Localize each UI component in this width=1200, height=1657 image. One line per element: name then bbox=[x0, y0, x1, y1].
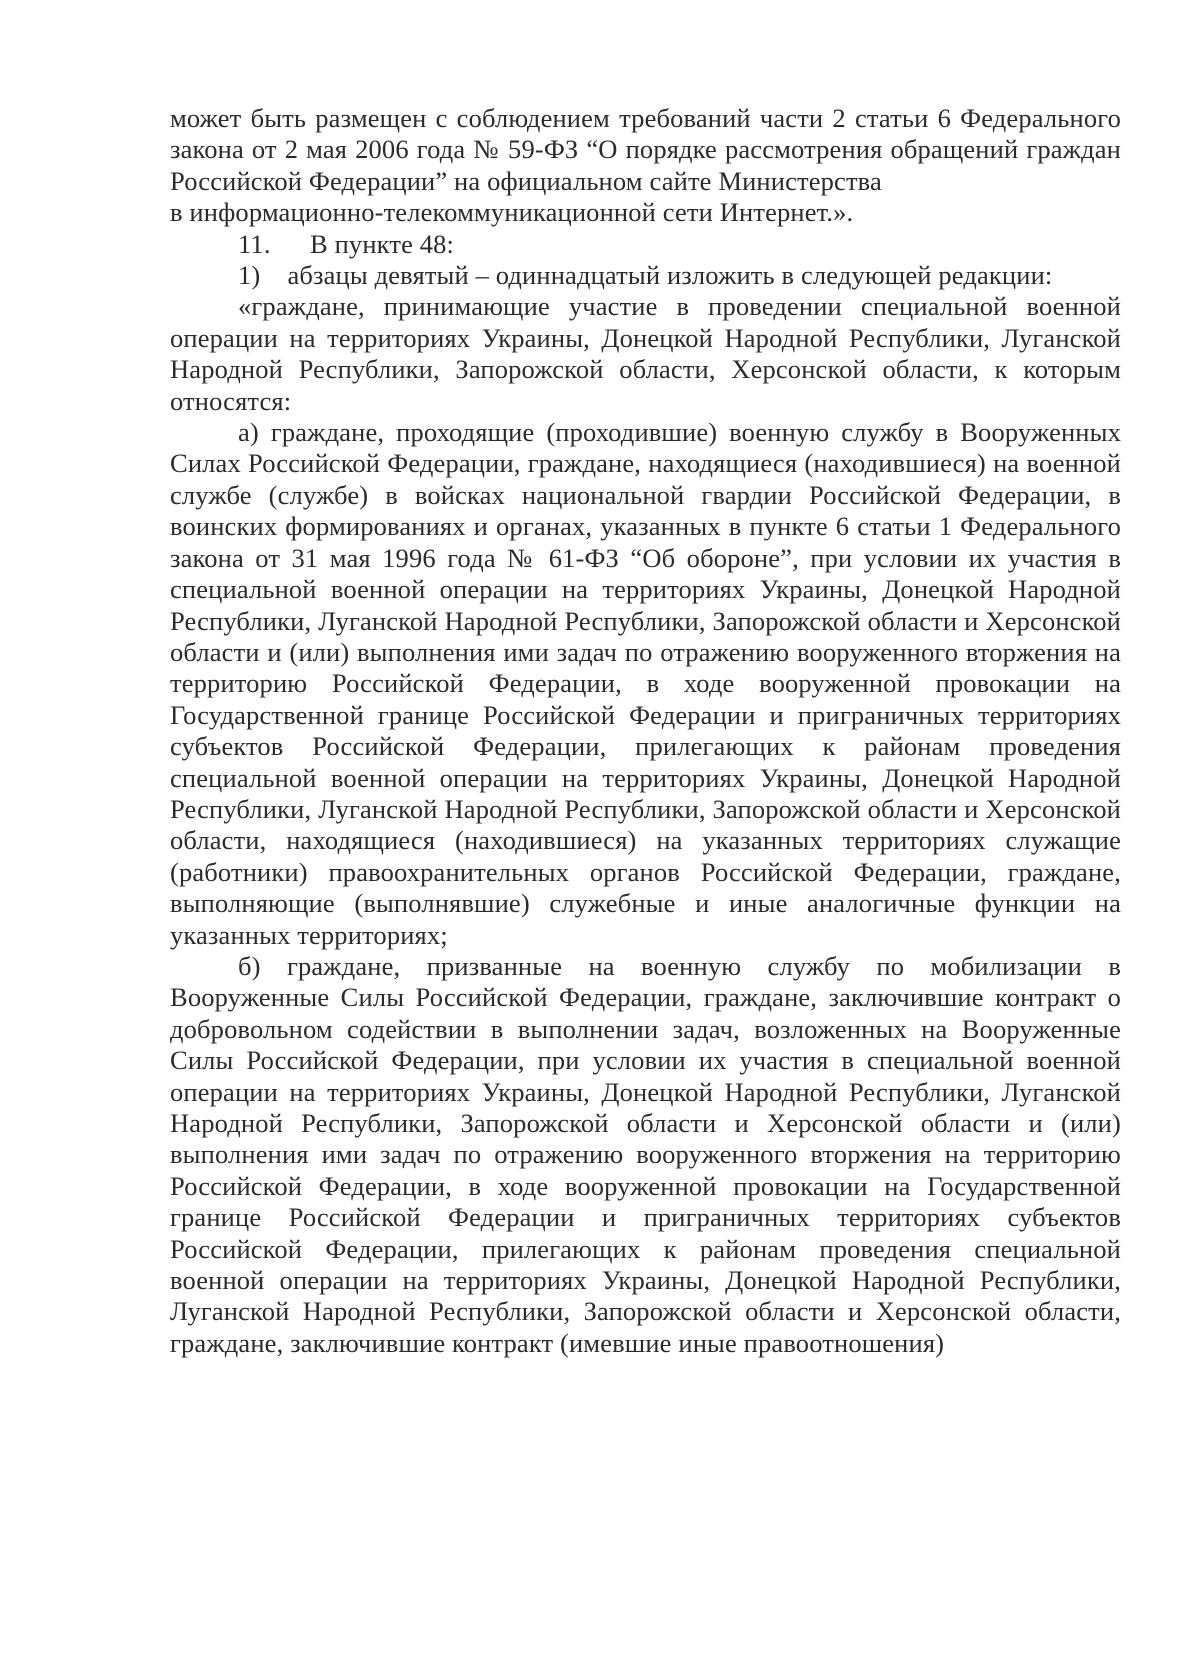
item-11-number: 11. bbox=[238, 228, 271, 259]
item-a: а) граждане, проходящие (проходившие) военную службу в Вооруженных Силах Российской Федерации, граждане, находящиеся (находившиеся) на военной службе (службе) в войсках национальной гвардии Российской Федерации, в воинских формированиях и органах, указанных в пункте 6 статьи 1 Федерального закона от 31 мая 1996 года № 61-ФЗ “Об обороне”, при условии их участия в специальной военной операции на территориях Украины, Донецкой Народной Республики, Луганской Народной Республики, Запорожской области и Херсонской области и (или) выполнения ими задач по отражению вооруженного вторжения на территорию Российской Федерации, в ходе вооруженной провокации на Государственной границе Российской Федерации и приграничных территориях субъектов Российской Федерации, прилегающих к районам проведения специальной военной операции на территориях Украины, Донецкой Народной Республики, Луганской Народной Республики, Запорожской области и Херсонской области, находящиеся (находившиеся) на указанных территориях служащие (работники) правоохранительных органов Российской Федерации, граждане, выполняющие (выполнявшие) служебные и иные аналогичные функции на указанных территориях; bbox=[170, 417, 1121, 950]
subitem-1 bbox=[170, 260, 1121, 291]
paragraph-publication-requirement: может быть размещен с соблюдением требований части 2 статьи 6 Федерального закона от 2 мая 2006 года № 59-ФЗ “О порядке рассмотрения обращений граждан Российской Федерации” на официальном сайте Министерства bbox=[170, 103, 1121, 196]
document-body bbox=[170, 103, 1121, 1359]
paragraph-internet-continuation: в информационно-телекоммуникационной сети Интернет.». bbox=[170, 197, 854, 228]
item-b: б) граждане, призванные на военную службу по мобилизации в Вооруженные Силы Российской Федерации, граждане, заключившие контракт о добровольном содействии в выполнении задач, возложенных на Вооруженные Силы Российской Федерации, при условии их участия в специальной военной операции на территориях Украины, Донецкой Народной Республики, Луганской Народной Республики, Запорожской области и Херсонской области и (или) выполнения ими задач по отражению вооруженного вторжения на территорию Российской Федерации, в ходе вооруженной провокации на Государственной границе Российской Федерации и приграничных территориях субъектов Российской Федерации, прилегающих к районам проведения специальной военной операции на территориях Украины, Донецкой Народной Республики, Луганской Народной Республики, Запорожской области и Херсонской области, граждане, заключившие контракт (имевшие иные правоотношения) bbox=[170, 950, 1121, 1358]
subitem-1-text: абзацы девятый – одиннадцатый изложить в следующей редакции: bbox=[287, 260, 1053, 291]
subitem-1-number: 1) bbox=[238, 260, 261, 291]
item-11-text: В пункте 48: bbox=[310, 228, 455, 259]
quote-intro: «граждане, принимающие участие в проведении специальной военной операции на территориях Украины, Донецкой Народной Республики, Луганской Народной Республики, Запорожской области, Херсонской области, к которым относятся: bbox=[170, 291, 1121, 416]
item-11 bbox=[170, 229, 1121, 260]
